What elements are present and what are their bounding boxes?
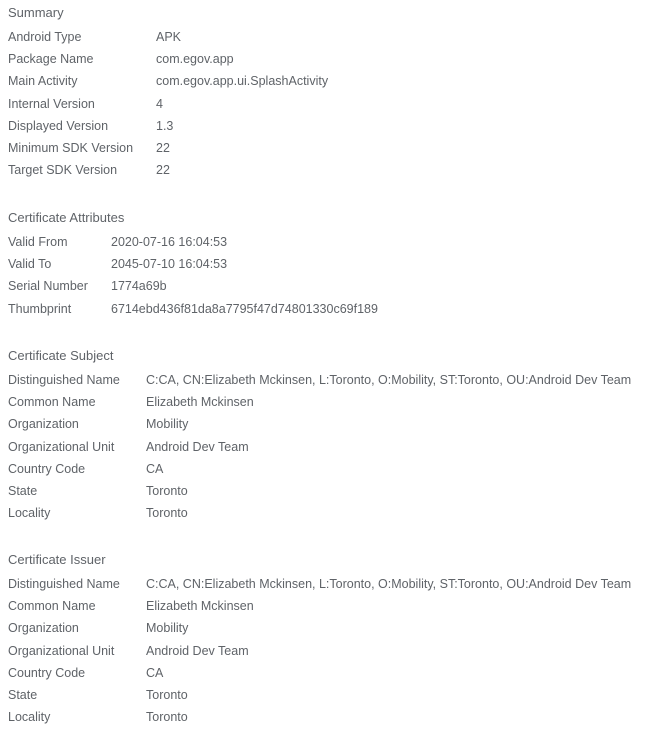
property-label: Displayed Version bbox=[8, 118, 109, 133]
property-label: Android Type bbox=[8, 30, 82, 44]
property-value: Android Dev Team bbox=[146, 643, 249, 658]
table-row bbox=[8, 640, 631, 662]
table-row bbox=[8, 595, 631, 617]
table-row bbox=[8, 231, 378, 253]
property-value: 4 bbox=[156, 96, 163, 111]
table-row bbox=[8, 706, 631, 728]
table-row bbox=[8, 253, 378, 275]
property-label: Valid From bbox=[8, 235, 68, 249]
property-value: CA bbox=[146, 665, 164, 680]
property-label: Target SDK Version bbox=[8, 163, 118, 178]
certificate-attributes-section bbox=[8, 209, 652, 320]
property-label: Country Code bbox=[8, 665, 86, 680]
property-label: State bbox=[8, 688, 38, 703]
certificate-subject-table bbox=[8, 369, 631, 524]
table-row bbox=[8, 48, 328, 70]
table-row bbox=[8, 617, 631, 639]
certificate-subject-section bbox=[8, 347, 652, 524]
property-label: Valid To bbox=[8, 257, 52, 272]
property-label: Internal Version bbox=[8, 96, 95, 111]
property-value: 6714ebd436f81da8a7795f47d74801330c69f189 bbox=[111, 301, 378, 316]
table-row bbox=[8, 369, 631, 391]
certificate-issuer-table bbox=[8, 573, 631, 728]
property-label: Organization bbox=[8, 417, 79, 432]
property-value: CA bbox=[146, 461, 164, 476]
property-value: 22 bbox=[156, 141, 170, 156]
property-value: com.egov.app.ui.SplashActivity bbox=[156, 74, 329, 89]
table-row bbox=[8, 573, 631, 595]
property-label: Thumbprint bbox=[8, 301, 72, 316]
property-label: Locality bbox=[8, 506, 51, 521]
table-row bbox=[8, 458, 631, 480]
property-value: 22 bbox=[156, 163, 170, 178]
property-label: Distinguished Name bbox=[8, 577, 120, 591]
property-value: Toronto bbox=[146, 484, 188, 499]
property-value: 1.3 bbox=[156, 118, 174, 133]
table-row bbox=[8, 275, 378, 297]
table-row bbox=[8, 137, 328, 159]
property-value: Android Dev Team bbox=[146, 439, 249, 454]
table-row bbox=[8, 480, 631, 502]
property-value: 2020-07-16 16:04:53 bbox=[111, 235, 228, 249]
table-row bbox=[8, 26, 328, 48]
table-row bbox=[8, 70, 328, 92]
property-label: Organizational Unit bbox=[8, 439, 115, 454]
table-row bbox=[8, 391, 631, 413]
property-label: Organization bbox=[8, 621, 79, 636]
summary-table bbox=[8, 26, 328, 181]
table-row bbox=[8, 502, 631, 524]
property-label: Package Name bbox=[8, 52, 94, 67]
table-row bbox=[8, 298, 378, 320]
section-title-certificate-issuer: Certificate Issuer bbox=[8, 552, 106, 567]
property-label: Serial Number bbox=[8, 279, 88, 294]
property-value: 1774a69b bbox=[111, 279, 167, 294]
section-title-certificate-subject: Certificate Subject bbox=[8, 348, 114, 363]
property-label: Minimum SDK Version bbox=[8, 141, 134, 156]
summary-section bbox=[8, 4, 652, 181]
property-value: Elizabeth Mckinsen bbox=[146, 395, 254, 410]
section-title-certificate-attributes: Certificate Attributes bbox=[8, 210, 125, 225]
property-value: Toronto bbox=[146, 688, 188, 703]
property-value: Elizabeth Mckinsen bbox=[146, 599, 254, 614]
property-label: State bbox=[8, 484, 38, 499]
property-value: Toronto bbox=[146, 506, 188, 521]
table-row bbox=[8, 93, 328, 115]
property-label: Locality bbox=[8, 710, 51, 725]
table-row bbox=[8, 115, 328, 137]
certificate-issuer-section bbox=[8, 551, 652, 728]
section-title-summary: Summary bbox=[8, 5, 64, 20]
property-value: C:CA, CN:Elizabeth Mckinsen, L:Toronto, O:Mobility, ST:Toronto, OU:Android Dev Team bbox=[146, 373, 632, 387]
property-label: Main Activity bbox=[8, 74, 78, 89]
property-value: APK bbox=[156, 30, 182, 44]
property-label: Organizational Unit bbox=[8, 643, 115, 658]
property-value: Toronto bbox=[146, 710, 188, 725]
property-value: Mobility bbox=[146, 417, 189, 432]
property-value: 2045-07-10 16:04:53 bbox=[111, 257, 228, 272]
table-row bbox=[8, 159, 328, 181]
property-value: C:CA, CN:Elizabeth Mckinsen, L:Toronto, O:Mobility, ST:Toronto, OU:Android Dev Team bbox=[146, 577, 632, 591]
certificate-attributes-table bbox=[8, 231, 378, 320]
property-value: com.egov.app bbox=[156, 52, 234, 67]
table-row bbox=[8, 436, 631, 458]
property-label: Country Code bbox=[8, 461, 86, 476]
table-row bbox=[8, 662, 631, 684]
table-row bbox=[8, 684, 631, 706]
property-label: Distinguished Name bbox=[8, 373, 120, 387]
table-row bbox=[8, 413, 631, 435]
property-label: Common Name bbox=[8, 599, 96, 614]
property-value: Mobility bbox=[146, 621, 189, 636]
property-label: Common Name bbox=[8, 395, 96, 410]
